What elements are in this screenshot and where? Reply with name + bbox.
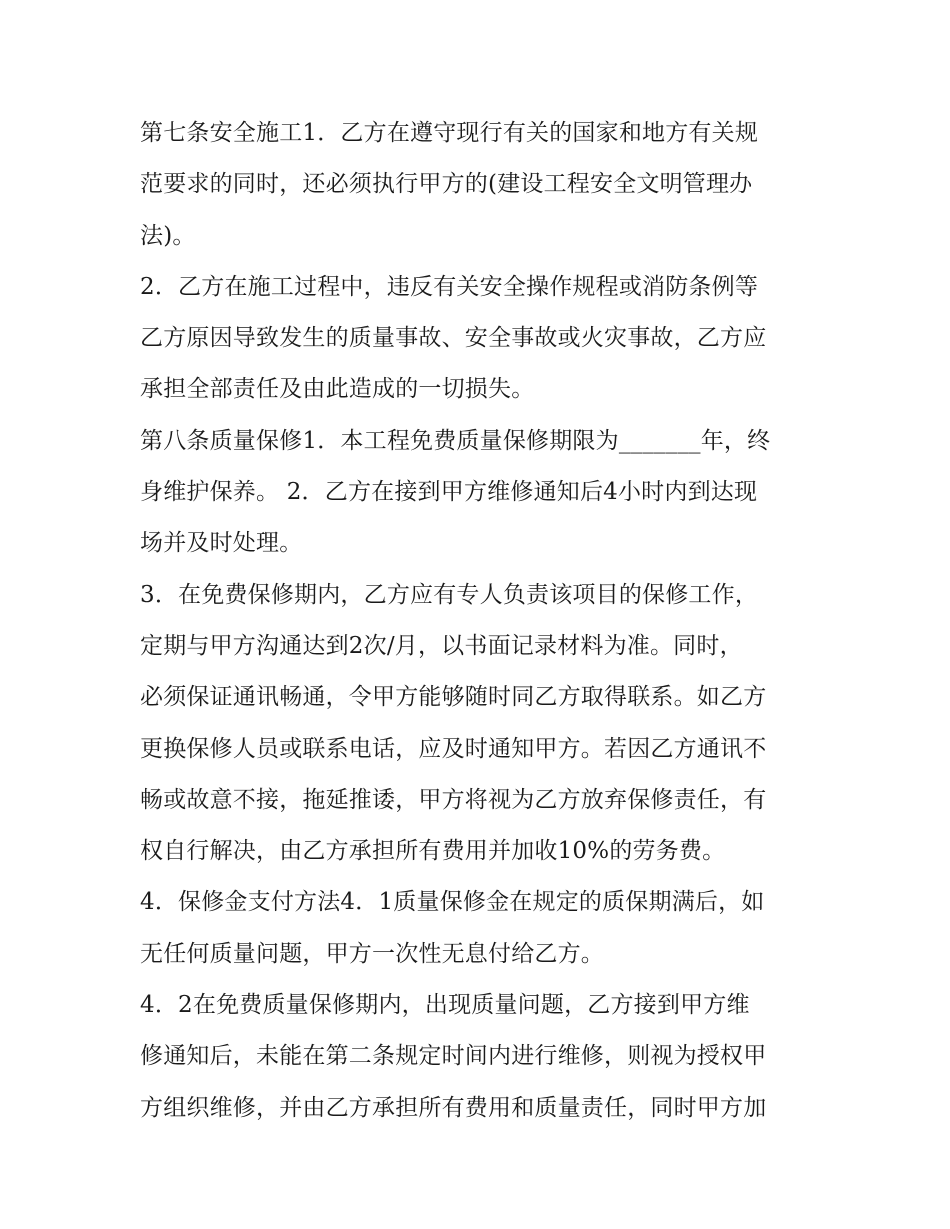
paragraph-article-7: 第七条安全施工1．乙方在遵守现行有关的国家和地方有关规 范要求的同时，还必须执行甲方的(建设工程安全文明管理办 法)。 <box>140 120 759 249</box>
paragraph-warranty-staff: 3．在免费保修期内，乙方应有专人负责该项目的保修工作， 定期与甲方沟通达到2次/月，以书面记录材料为准。同时， 必须保证通讯畅通，令甲方能够随时同乙方取得联系。如乙方 更换保修人员或联系电话，应及时通知甲方。若因乙方通讯不 畅或故意不接，拖延推诿，甲方将视为乙方放弃保修责任，有 权自行解决，由乙方承担所有费用并加收10%的劳务费。 <box>140 581 767 865</box>
paragraph-article-8: 第八条质量保修1．本工程免费质量保修期限为_______年，终 身维护保养。 2．乙方在接到甲方维修通知后4小时内到达现 场并及时处理。 <box>140 427 771 557</box>
paragraph-safety-liability: 2．乙方在施工过程中，违反有关安全操作规程或消防条例等 乙方原因导致发生的质量事故、安全事故或火灾事故，乙方应 承担全部责任及由此造成的一切损失。 <box>140 273 767 403</box>
paragraph-warranty-payment: 4．保修金支付方法4．1质量保修金在规定的质保期满后，如 无任何质量问题，甲方一次性无息付给乙方。 <box>140 889 765 967</box>
paragraph-warranty-repair: 4．2在免费质量保修期内，出现质量问题，乙方接到甲方维 修通知后，未能在第二条规定时间内进行维修，则视为授权甲 方组织维修，并由乙方承担所有费用和质量责任，同时甲方加 <box>140 992 767 1121</box>
document-page <box>140 108 820 1134</box>
